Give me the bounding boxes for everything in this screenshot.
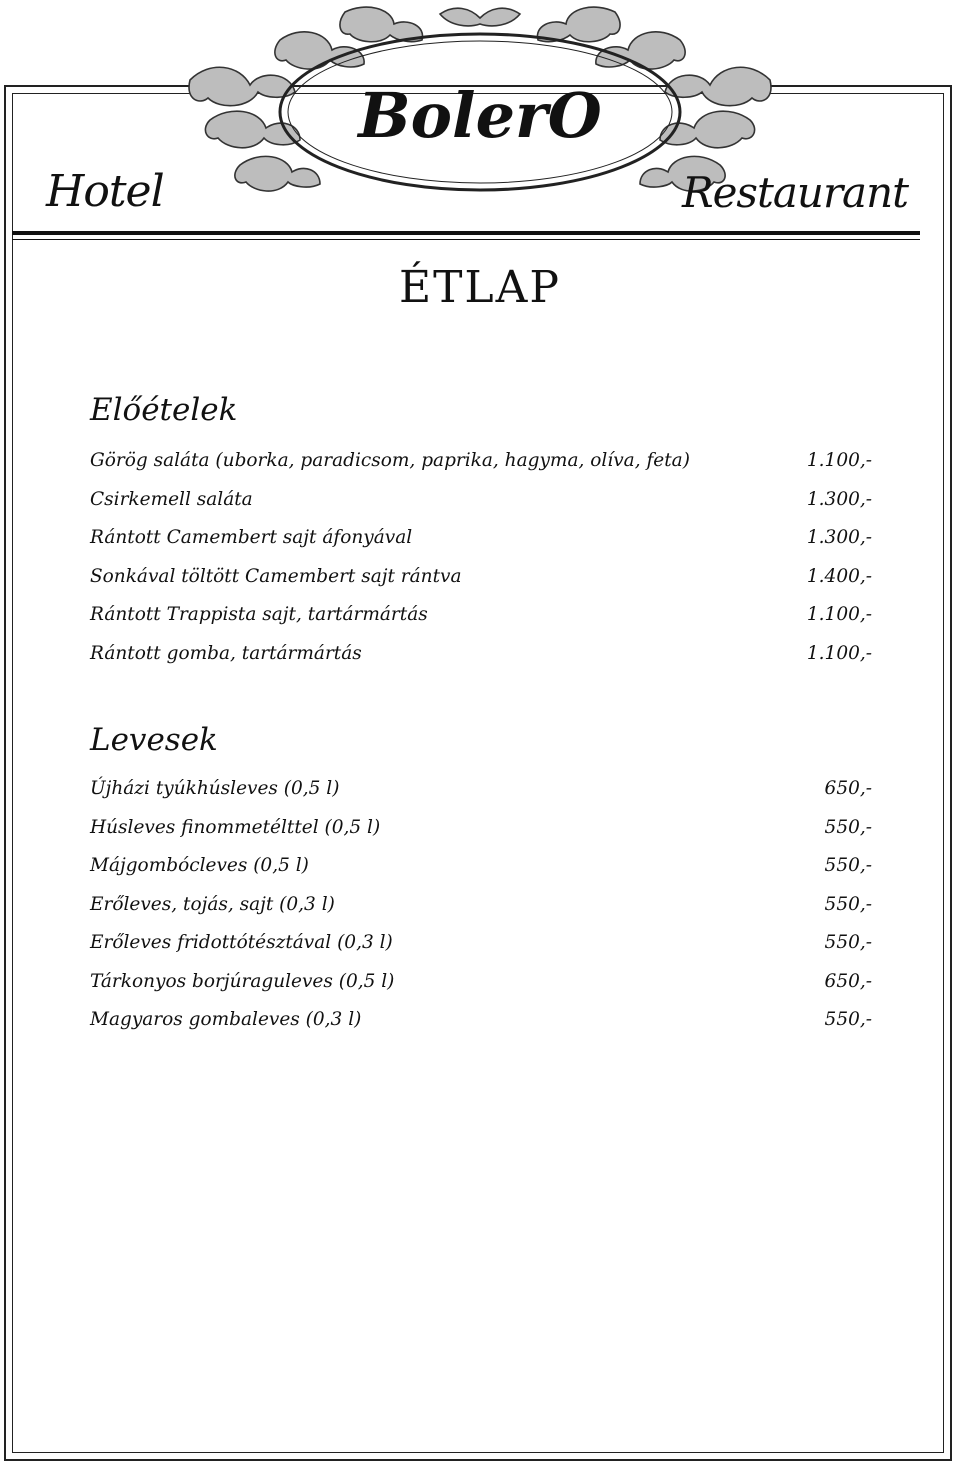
menu-item — [90, 558, 872, 597]
menu-item-name: Görög saláta (uborka, paradicsom, paprika, hagyma, olíva, feta) — [90, 450, 690, 471]
menu-item — [90, 886, 872, 925]
menu-item-name: Húsleves finommetélttel (0,5 l) — [90, 816, 381, 838]
menu-item-name: Tárkonyos borjúraguleves (0,5 l) — [90, 970, 395, 992]
menu-item-name: Magyaros gombaleves (0,3 l) — [90, 1009, 362, 1030]
menu-item-price: 1.100,- — [806, 642, 872, 664]
menu-item — [90, 519, 872, 558]
menu-item-name: Újházi tyúkhúsleves (0,5 l) — [90, 778, 340, 799]
menu-item-price: 1.400,- — [806, 565, 872, 587]
menu-item-price: 1.300,- — [806, 488, 872, 510]
menu-item-price: 550,- — [824, 1009, 872, 1030]
menu-item-price: 1.100,- — [806, 604, 872, 625]
bolero-logo-text: BolerO — [358, 79, 602, 152]
menu-item — [90, 847, 872, 886]
menu-item-price: 1.100,- — [806, 450, 872, 471]
menu-item — [90, 809, 872, 848]
menu-item-name: Rántott gomba, tartármártás — [90, 642, 362, 664]
menu-item — [90, 963, 872, 1002]
header-divider-thin — [12, 239, 920, 240]
menu-item — [90, 770, 872, 809]
section-soups — [90, 716, 872, 1040]
menu-item-name: Májgombócleves (0,5 l) — [90, 855, 309, 876]
restaurant-label: Restaurant — [681, 168, 908, 217]
menu-item — [90, 635, 872, 674]
section-title: Előételek — [90, 392, 238, 428]
section-title: Levesek — [90, 722, 218, 758]
menu-item-name: Erőleves fridottótésztával (0,3 l) — [90, 932, 393, 953]
hotel-label: Hotel — [46, 166, 164, 217]
menu-item-price: 650,- — [824, 970, 872, 992]
menu-item-name: Sonkával töltött Camembert sajt rántva — [90, 565, 462, 587]
header-divider-thick — [12, 231, 920, 235]
menu-item — [90, 596, 872, 635]
menu-item — [90, 1001, 872, 1040]
menu-item-name: Erőleves, tojás, sajt (0,3 l) — [90, 893, 335, 915]
menu-item-name: Rántott Camembert sajt áfonyával — [90, 527, 413, 548]
menu-item-price: 650,- — [824, 778, 872, 799]
menu-item-name: Rántott Trappista sajt, tartármártás — [90, 604, 428, 625]
menu-item-price: 550,- — [824, 816, 872, 838]
menu-title: ÉTLAP — [398, 262, 562, 313]
section-starters — [90, 386, 872, 673]
menu-item-name: Csirkemell saláta — [90, 488, 253, 510]
menu-item — [90, 442, 872, 481]
menu-item — [90, 924, 872, 963]
menu-item-price: 1.300,- — [806, 527, 872, 548]
menu-item — [90, 481, 872, 520]
menu-item-price: 550,- — [824, 893, 872, 915]
menu-item-price: 550,- — [824, 932, 872, 953]
menu-item-price: 550,- — [824, 855, 872, 876]
